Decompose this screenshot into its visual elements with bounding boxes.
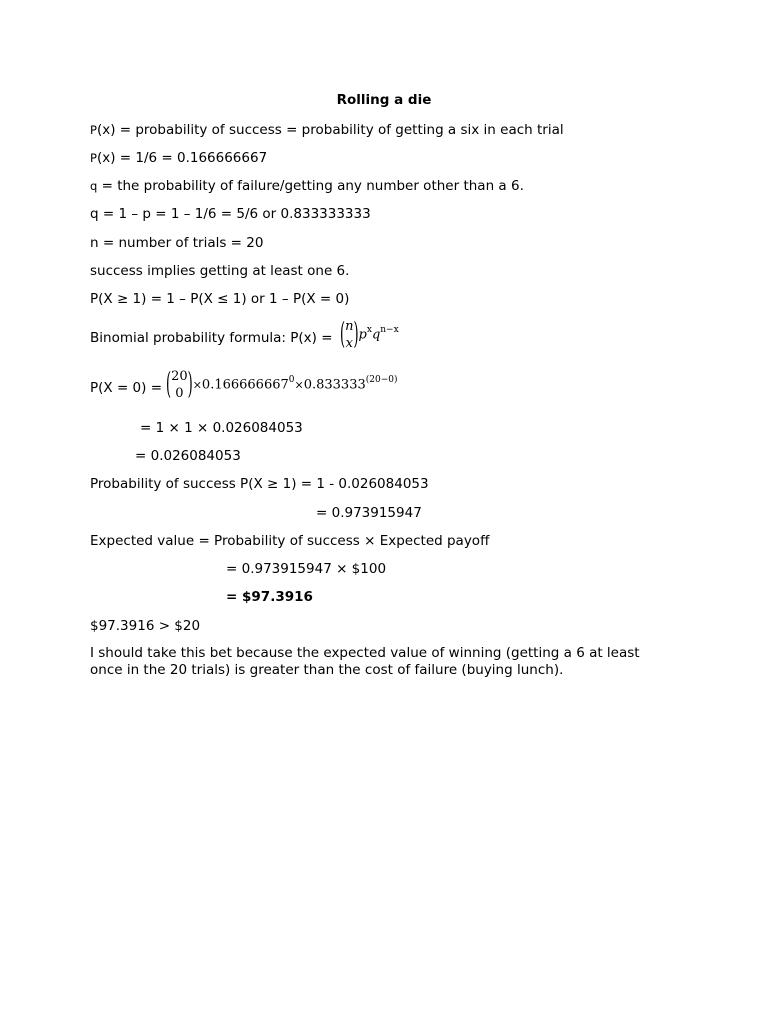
binom-top: 20 [171, 369, 188, 384]
line-success-result: = 0.973915947 [316, 505, 422, 521]
binom-bottom: 0 [175, 386, 184, 401]
binomial-formula [340, 318, 399, 352]
line-probability-of-success: Probability of success P(X ≥ 1) = 1 - 0.026084053 [90, 476, 429, 492]
q-exponent: n−x [380, 324, 399, 335]
q-exponent: (20−0) [365, 374, 398, 385]
right-paren: ) [187, 367, 193, 403]
line-failure-definition [90, 178, 524, 194]
line-lead: P [90, 123, 97, 137]
line-expected-value: Expected value = Probability of success × Expected payoff [90, 533, 490, 549]
line-calc-result: = 0.026084053 [135, 448, 241, 464]
binom-top: n [345, 319, 354, 334]
line-lead: q [90, 179, 98, 193]
q-base: q [371, 327, 381, 343]
line-success-definition: success implies getting at least one 6. [90, 263, 350, 279]
line-expected-result: = $97.3916 [226, 589, 313, 605]
line-text: (x) = 1/6 = 0.166666667 [96, 150, 268, 166]
line-probability-value [90, 150, 267, 166]
line-probability-success [90, 122, 564, 138]
p-exponent: 0 [288, 374, 295, 385]
left-paren: ( [340, 317, 346, 353]
q-value: 0.833333 [303, 377, 366, 393]
times-sign: × [294, 378, 304, 392]
times-sign: × [192, 378, 202, 392]
line-binomial-formula-label: Binomial probability formula: P(x) = [90, 330, 333, 346]
p-value: 0.166666667 [201, 377, 289, 393]
line-lead: P [90, 151, 97, 165]
conclusion-paragraph: I should take this bet because the expected value of winning (getting a 6 at least once in the 20 trials) is greater than the cost of failure (buying lunch). [90, 645, 640, 678]
p-base: p [358, 327, 367, 343]
left-paren: ( [166, 367, 172, 403]
page-title: Rolling a die [336, 92, 432, 108]
binomial-coefficient [345, 318, 353, 352]
binom-bottom: x [345, 336, 353, 351]
line-text: (x) = probability of success = probability of getting a six in each trial [96, 122, 564, 138]
line-comparison: $97.3916 > $20 [90, 618, 201, 634]
right-paren: ) [353, 317, 359, 353]
line-complement: P(X ≥ 1) = 1 – P(X ≤ 1) or 1 – P(X = 0) [90, 291, 350, 307]
line-expected-calc: = 0.973915947 × $100 [226, 561, 387, 577]
line-p-zero-label: P(X = 0) = [90, 380, 163, 396]
binomial-coefficient [171, 368, 188, 402]
line-trials: n = number of trials = 20 [90, 235, 264, 251]
line-failure-value: q = 1 – p = 1 – 1/6 = 5/6 or 0.833333333 [90, 206, 371, 222]
line-calc-step: = 1 × 1 × 0.026084053 [140, 420, 303, 436]
line-text: = the probability of failure/getting any number other than a 6. [97, 178, 524, 194]
p-exponent: x [366, 324, 372, 335]
p-zero-formula [166, 368, 398, 402]
